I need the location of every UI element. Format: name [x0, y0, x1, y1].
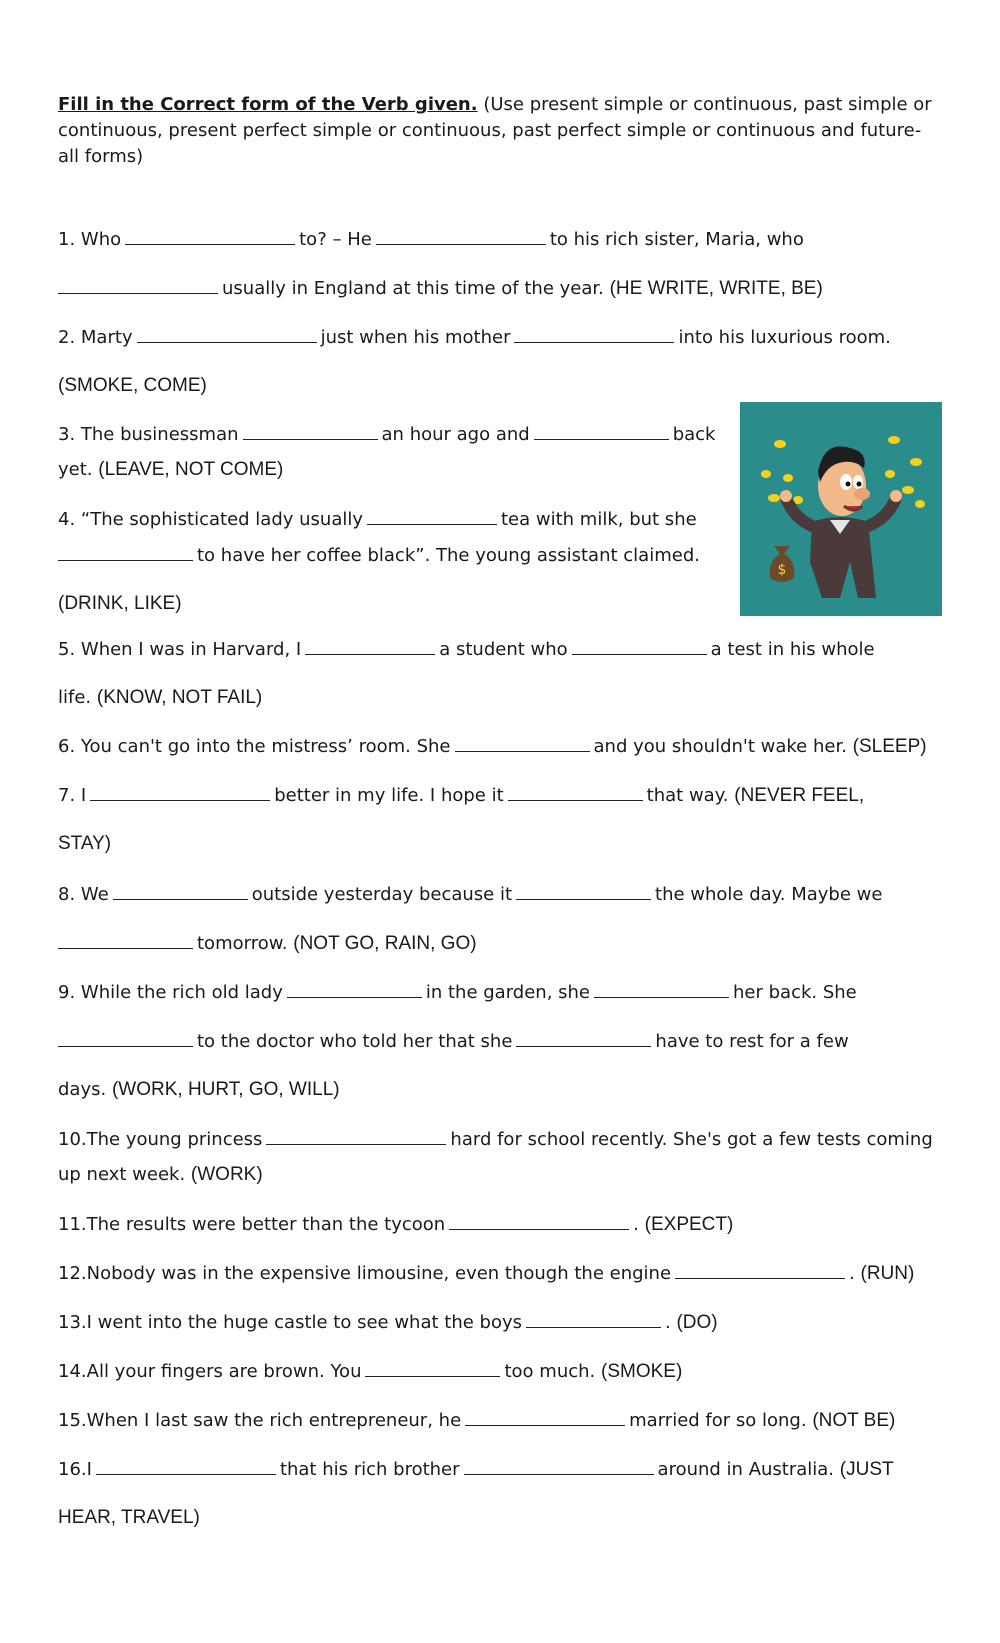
- q8-text-c: the whole day. Maybe we: [655, 884, 883, 905]
- q14-text-b: too much.: [504, 1361, 596, 1382]
- q8-blank-3[interactable]: [58, 930, 193, 949]
- q13-text-b: .: [665, 1312, 671, 1333]
- q1-blank-1[interactable]: [125, 226, 295, 245]
- q4-blank-2[interactable]: [58, 542, 193, 561]
- q5-text-d: life.: [58, 687, 92, 708]
- q3-text-a: 3. The businessman: [58, 424, 239, 445]
- q10-hint: (WORK): [190, 1164, 263, 1185]
- instructions: [58, 92, 938, 170]
- q16-text-c: around in Australia.: [657, 1459, 835, 1480]
- question-9-line-1: [58, 979, 857, 1006]
- q16-blank-2[interactable]: [464, 1456, 654, 1475]
- q3-blank-1[interactable]: [243, 421, 378, 440]
- q14-hint: (SMOKE): [601, 1361, 683, 1382]
- q16-text-a: 16.I: [58, 1459, 92, 1480]
- q7-text-a: 7. I: [58, 785, 87, 806]
- q4-text-a: 4. “The sophisticated lady usually: [58, 509, 363, 530]
- instructions-body: (Use present simple or continuous, past simple or continuous, present perfect simple or continuous, past perfect simple or continuous and future- all forms): [58, 94, 932, 167]
- q12-text-a: 12.Nobody was in the expensive limousine, even though the engine: [58, 1263, 672, 1284]
- question-9-line-2: [58, 1028, 849, 1055]
- q1-text-b: to? – He: [299, 229, 372, 250]
- q9-text-b: in the garden, she: [425, 982, 591, 1003]
- q1-text-a: 1. Who: [58, 229, 122, 250]
- q14-text-a: 14.All your fingers are brown. You: [58, 1361, 362, 1382]
- q2-text-a: 2. Marty: [58, 327, 133, 348]
- q7-text-b: better in my life. I hope it: [274, 785, 504, 806]
- q8-blank-2[interactable]: [516, 881, 651, 900]
- q4-text-b: tea with milk, but she: [501, 509, 697, 530]
- money-bag-symbol: $: [777, 562, 787, 578]
- question-6-line-1: [58, 733, 927, 760]
- q16-blank-1[interactable]: [96, 1456, 276, 1475]
- question-4-line-2: [58, 542, 700, 569]
- q12-blank-1[interactable]: [675, 1260, 845, 1279]
- q15-hint: (NOT BE): [812, 1410, 896, 1431]
- q1-text-c: to his rich sister, Maria, who: [549, 229, 804, 250]
- q2-text-c: into his luxurious room.: [678, 327, 891, 348]
- q9-blank-3[interactable]: [58, 1028, 193, 1047]
- q3-text-b: an hour ago and: [381, 424, 530, 445]
- question-8-line-1: [58, 881, 882, 908]
- q5-text-a: 5. When I was in Harvard, I: [58, 639, 302, 660]
- q1-hint: (HE WRITE, WRITE, BE): [609, 278, 823, 299]
- q7-blank-1[interactable]: [90, 782, 270, 801]
- q3-text-d: yet.: [58, 459, 93, 480]
- q6-text-a: 6. You can't go into the mistress’ room. She: [58, 736, 451, 757]
- question-11-line-1: [58, 1211, 733, 1238]
- q8-blank-1[interactable]: [113, 881, 248, 900]
- q3-text-c: back: [672, 424, 716, 445]
- question-16-line-2: [58, 1505, 200, 1531]
- q12-text-b: .: [849, 1263, 855, 1284]
- q13-hint: (DO): [676, 1312, 718, 1333]
- question-12-line-1: [58, 1260, 914, 1287]
- q6-text-b: and you shouldn't wake her.: [593, 736, 847, 757]
- q15-text-a: 15.When I last saw the rich entrepreneur, he: [58, 1410, 462, 1431]
- q6-hint: (SLEEP): [852, 736, 927, 757]
- question-1-line-1: [58, 226, 804, 253]
- q5-hint: (KNOW, NOT FAIL): [96, 687, 263, 708]
- q5-text-b: a student who: [439, 639, 568, 660]
- question-2-line-1: [58, 324, 891, 351]
- question-2-line-2: [58, 373, 207, 399]
- rich-man-money-illustration: [740, 402, 942, 616]
- q11-text-b: .: [633, 1214, 639, 1235]
- question-5-line-2: [58, 685, 262, 711]
- question-9-line-3: [58, 1077, 340, 1103]
- question-8-line-2: [58, 930, 477, 957]
- q4-hint: (DRINK, LIKE): [58, 593, 182, 614]
- question-3-line-1: [58, 421, 715, 448]
- q6-blank-1[interactable]: [455, 733, 590, 752]
- q7-blank-2[interactable]: [508, 782, 643, 801]
- worksheet-header: [58, 92, 938, 170]
- question-14-line-1: [58, 1358, 682, 1385]
- q15-blank-1[interactable]: [465, 1407, 625, 1426]
- rich-man-icon: [740, 402, 942, 616]
- q13-text-a: 13.I went into the huge castle to see what the boys: [58, 1312, 523, 1333]
- question-1-line-2: [58, 275, 823, 302]
- question-4-line-3: [58, 591, 182, 617]
- q8-text-a: 8. We: [58, 884, 109, 905]
- question-10-line-1: [58, 1126, 933, 1153]
- question-3-line-2: [58, 457, 283, 483]
- q5-blank-1[interactable]: [305, 636, 435, 655]
- question-5-line-1: [58, 636, 875, 663]
- q10-text-b: hard for school recently. She's got a few tests coming: [450, 1129, 933, 1150]
- q9-text-f: days.: [58, 1079, 107, 1100]
- q16-hint-cont: HEAR, TRAVEL): [58, 1507, 200, 1528]
- q9-blank-1[interactable]: [287, 979, 422, 998]
- q5-text-c: a test in his whole: [710, 639, 875, 660]
- q16-hint: (JUST: [839, 1459, 894, 1480]
- q14-blank-1[interactable]: [365, 1358, 500, 1377]
- question-4-line-1: [58, 506, 697, 533]
- q4-text-c: to have her coffee black”. The young assistant claimed.: [197, 545, 700, 566]
- q7-hint-cont: STAY): [58, 833, 112, 854]
- q15-text-b: married for so long.: [629, 1410, 807, 1431]
- q11-hint: (EXPECT): [644, 1214, 734, 1235]
- q2-hint: (SMOKE, COME): [58, 375, 207, 396]
- q7-hint: (NEVER FEEL,: [734, 785, 865, 806]
- instructions-title: Fill in the Correct form of the Verb given.: [58, 94, 478, 115]
- q11-text-a: 11.The results were better than the tycoon: [58, 1214, 446, 1235]
- q2-text-b: just when his mother: [320, 327, 511, 348]
- q9-text-c: her back. She: [733, 982, 857, 1003]
- q8-hint: (NOT GO, RAIN, GO): [293, 933, 477, 954]
- q8-text-d: tomorrow.: [197, 933, 288, 954]
- q9-hint: (WORK, HURT, GO, WILL): [111, 1079, 340, 1100]
- question-13-line-1: [58, 1309, 718, 1336]
- q3-hint: (LEAVE, NOT COME): [98, 459, 284, 480]
- q9-blank-4[interactable]: [516, 1028, 651, 1047]
- question-7-line-1: [58, 782, 864, 809]
- q2-blank-1[interactable]: [137, 324, 317, 343]
- question-15-line-1: [58, 1407, 895, 1434]
- q9-text-e: have to rest for a few: [655, 1031, 849, 1052]
- question-10-line-2: [58, 1162, 263, 1188]
- q13-blank-1[interactable]: [526, 1309, 661, 1328]
- q5-blank-2[interactable]: [572, 636, 707, 655]
- question-16-line-1: [58, 1456, 894, 1483]
- q11-blank-1[interactable]: [449, 1211, 629, 1230]
- q10-blank-1[interactable]: [266, 1126, 446, 1145]
- q9-text-d: to the doctor who told her that she: [197, 1031, 513, 1052]
- q10-text-c: up next week.: [58, 1164, 186, 1185]
- q12-hint: (RUN): [860, 1263, 915, 1284]
- q8-text-b: outside yesterday because it: [251, 884, 513, 905]
- q9-blank-2[interactable]: [594, 979, 729, 998]
- q10-text-a: 10.The young princess: [58, 1129, 263, 1150]
- question-7-line-2: [58, 831, 111, 857]
- q16-text-b: that his rich brother: [279, 1459, 460, 1480]
- q3-blank-2[interactable]: [534, 421, 669, 440]
- q1-blank-3[interactable]: [58, 275, 218, 294]
- q4-blank-1[interactable]: [367, 506, 497, 525]
- q2-blank-2[interactable]: [514, 324, 674, 343]
- q7-text-c: that way.: [646, 785, 729, 806]
- q9-text-a: 9. While the rich old lady: [58, 982, 283, 1003]
- q1-blank-2[interactable]: [376, 226, 546, 245]
- q1-text-d: usually in England at this time of the year.: [222, 278, 604, 299]
